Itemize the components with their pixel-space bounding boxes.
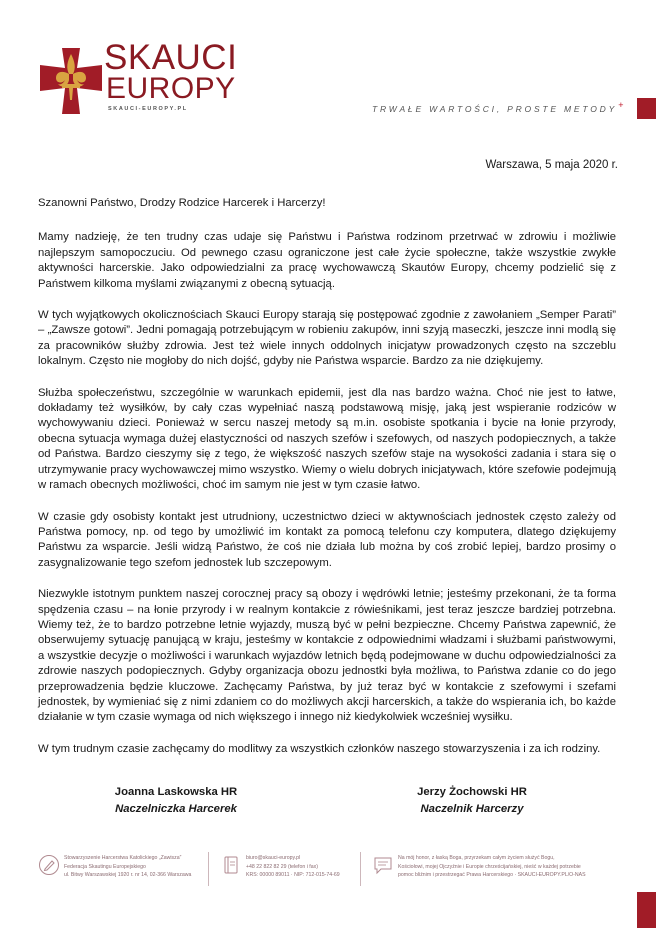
letter-paragraph: W czasie gdy osobisty kontakt jest utrudniony, uczestnictwo dzieci w aktywnościach jednostek często zależy od Państwa pomocy, np. od tego by umożliwić im kontakt za pomocą telefonu czy komputera, dlatego dziękujemy Państwu za wsparcie. Jeśli widzą Państwo, że coś nie działa lub można by coś zrobić lepiej, bardzo prosimy o zasygnalizowanie tego szefom jednostek lub szczepowym.	[38, 510, 616, 569]
pen-icon	[38, 854, 60, 876]
footer-phone: +48 22 822 82 29 (telefon i fax)	[246, 863, 318, 870]
motto-text: TRWAŁE WARTOŚCI, PROSTE METODY	[372, 104, 618, 114]
footer-divider	[208, 852, 209, 886]
footer-email[interactable]: biuro@skauci-europy.pl	[246, 855, 301, 861]
footer-promise-line: Kościołowi, mojej Ojczyźnie i Europie chrześcijańskiej, nieść w każdej potrzebie	[398, 863, 581, 870]
letter-paragraph: Służba społeczeństwu, szczególnie w warunkach epidemii, jest dla nas bardzo ważna. Choć nie jest to łatwe, dokładamy też wysiłków, by cały czas wypełniać naszą podstawową misję, jaką jest wspieranie rodziców w wychowywaniu dzieci. Ponieważ w sercu naszej metody są m.in. osobiste spotkania i bycie na łonie przyrody, obecna sytuacja wymaga dużej elastyczności od naszych szefów i szefowych, od naszych podopiecznych, a także od Państwa. Bardzo cieszymy się z tego, że większość naszych szefów staje na wysokości zadania i stara się o utrzymywanie pracy wychowawczej mimo wszystko. Wiemy o wielu dobrych inicjatywach, które szefowie podejmują w ramach obecnych możliwości, choć im samym nie jest w tym czasie łatwo.	[38, 386, 616, 492]
signatory-role: Naczelnik Harcerzy	[420, 803, 524, 815]
footer-org-federation: Federacja Skautingu Europejskiego	[64, 863, 146, 870]
footer-organization	[64, 854, 191, 880]
footer-contact	[246, 854, 340, 880]
signature-right	[372, 784, 572, 818]
footer-divider	[360, 852, 361, 886]
header-motto	[372, 100, 627, 114]
header-accent-bar	[637, 98, 656, 119]
signature-left	[76, 784, 276, 818]
letter-body	[38, 196, 616, 757]
notebook-icon	[220, 854, 242, 876]
letter-greeting: Szanowni Państwo, Drodzy Rodzice Harcerek i Harcerzy!	[38, 197, 326, 209]
footer-promise-line: pomoc bliźnim i przestrzegać Prawa Harcerskiego · SKAUCI-EUROPY.PL/O-NAS	[398, 872, 586, 879]
letter-closing: W tym trudnym czasie zachęcamy do modlitwy za wszystkich członków naszego stowarzyszenia i za ich rodziny.	[38, 742, 601, 755]
logo-url: SKAUCI-EUROPY.PL	[108, 106, 188, 112]
letter-date: Warszawa, 5 maja 2020 r.	[485, 159, 618, 171]
letter-paragraph: Niezwykle istotnym punktem naszej corocznej pracy są obozy i wędrówki letnie; jesteśmy przekonani, że ta forma spędzenia czasu – na łonie przyrody i w realnym kontakcie z rówieśnikami, jest teraz jeszcze bardziej potrzebna. Wiemy też, że to bardzo potrzebne letnie wyjazdy, muszą być w pełni bezpieczne. Chcemy Państwa zapewnić, że obserwujemy sytuację panującą w kraju, jesteśmy w kontakcie z odpowiednimi władzami i służbami państwowymi, a wszystkie decyzje o możliwości i warunkach wyjazdów letnich będą podejmowane w duchu odpowiedzialności za zdrowie naszych podopiecznych. Gdyby organizacja obozu jednostki była możliwa, to Państwa zdanie co do jego przeprowadzenia będzie kluczowe. Zachęcamy Państwa, by już teraz być w kontakcie z szefowymi i szefami jednostek, by wymieniać się z nimi zdaniem co do możliwych akcji harcerskich, a także do wspierania ich, bo każde działanie w tym czasie wymaga od nich większego i innego niż kiedykolwiek wcześniej wysiłku.	[38, 588, 616, 724]
letter-footer	[0, 850, 656, 890]
letter-paragraph: Mamy nadzieję, że ten trudny czas udaje się Państwu i Państwa rodzinom przetrwać w zdrowiu i możliwie najlepszym samopoczuciu. Od pewnego czasu ograniczone jest całe życie społeczne, także wszystkie zwykłe aktywności harcerskie. Jako odpowiedzialni za pracę wychowawczą Skautów Europy, chcemy podzielić się z Państwem kilkoma myślami związanymi z obecną sytuacją.	[38, 231, 616, 290]
organization-logo	[36, 38, 238, 124]
signatory-name: Joanna Laskowska HR	[114, 786, 238, 798]
motto-plus-mark: +	[618, 100, 627, 110]
logo-text-skauci: SKAUCI	[104, 38, 238, 77]
footer-promise-line: Na mój honor, z łaską Boga, przyrzekam całym życiem służyć Bogu,	[398, 855, 555, 861]
letter-paragraph: W tych wyjątkowych okolicznościach Skauci Europy starają się postępować zgodnie z zawołaniem „Semper Parati” – „Zawsze gotowi”. Jedni pomagają potrzebującym w robieniu zakupów, inni szyją maseczki, jeszcze inni modlą się za pracowników służby zdrowia. Jest też wiele innych oddolnych inicjatyw prowadzonych często na szczeblu lokalnym. Często nie mogłoby do nich dojść, gdyby nie Państwa wsparcie. Bardzo za nie dziękujemy.	[38, 309, 616, 368]
signatory-name: Jerzy Żochowski HR	[417, 786, 527, 798]
logo-text-europy: EUROPY	[106, 72, 236, 105]
speech-bubble-icon	[372, 854, 394, 876]
signatory-role: Naczelniczka Harcerek	[115, 803, 237, 815]
footer-registry: KRS: 00000 89011 · NIP: 712-015-74-69	[246, 872, 340, 879]
fleur-de-lis-cross-emblem	[36, 44, 106, 118]
footer-org-address: ul. Bitwy Warszawskiej 1920 r. nr 14, 02-366 Warszawa	[64, 872, 192, 879]
footer-promise	[398, 854, 586, 880]
footer-accent-bar	[637, 892, 656, 928]
footer-org-name: Stowarzyszenie Harcerstwa Katolickiego „Zawisza”	[64, 855, 182, 861]
